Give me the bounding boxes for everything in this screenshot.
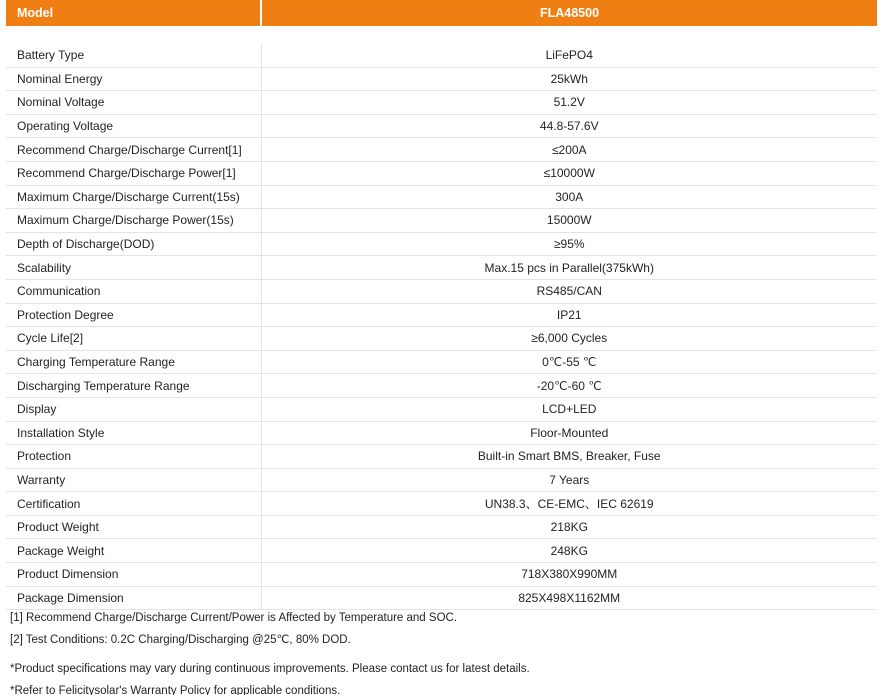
table-row [6,539,877,563]
spec-value: ≥95% [261,232,877,256]
table-row [6,256,877,280]
spec-value: ≥6,000 Cycles [261,327,877,351]
spec-label: Recommend Charge/Discharge Current[1] [6,138,261,162]
table-row [6,563,877,587]
spec-label: Cycle Life[2] [6,327,261,351]
table-row [6,209,877,233]
spec-label: Installation Style [6,421,261,445]
spec-label: Depth of Discharge(DOD) [6,232,261,256]
table-row [6,492,877,516]
footnotes [10,607,870,695]
footnote: *Product specifications may vary during continuous improvements. Please contact us for latest details. [10,663,530,675]
table-row [6,44,877,67]
spec-label: Discharging Temperature Range [6,374,261,398]
spec-label: Package Weight [6,539,261,563]
table-row [6,161,877,185]
spec-label: Battery Type [6,44,261,67]
spec-label: Certification [6,492,261,516]
spec-label: Maximum Charge/Discharge Power(15s) [6,209,261,233]
spec-label: Product Dimension [6,563,261,587]
table-row [6,232,877,256]
spec-label: Warranty [6,468,261,492]
spec-value: 25kWh [261,67,877,91]
table-row [6,515,877,539]
spec-value: 44.8-57.6V [261,114,877,138]
spec-value: RS485/CAN [261,279,877,303]
spec-value: 718X380X990MM [261,563,877,587]
spec-value: LiFePO4 [261,44,877,67]
table-row [6,374,877,398]
spec-label: Recommend Charge/Discharge Power[1] [6,161,261,185]
footnote: [2] Test Conditions: 0.2C Charging/Discharging @25℃, 80% DOD. [10,634,351,646]
specification-table [6,0,877,610]
table-row [6,279,877,303]
column-header-model-number: FLA48500 [261,0,877,26]
spec-value: IP21 [261,303,877,327]
spec-value: 218KG [261,515,877,539]
table-row [6,421,877,445]
spec-label: Charging Temperature Range [6,350,261,374]
spec-label: Operating Voltage [6,114,261,138]
spec-label: Communication [6,279,261,303]
table-row [6,67,877,91]
spec-label: Protection Degree [6,303,261,327]
table-row [6,91,877,115]
spec-value: Built-in Smart BMS, Breaker, Fuse [261,445,877,469]
spec-value: LCD+LED [261,397,877,421]
footnote: *Refer to Felicitysolar's Warranty Policy for applicable conditions. [10,685,341,695]
spec-value: Max.15 pcs in Parallel(375kWh) [261,256,877,280]
spec-label: Scalability [6,256,261,280]
spec-label: Nominal Energy [6,67,261,91]
table-body [6,26,877,610]
table-row [6,303,877,327]
footnote: [1] Recommend Charge/Discharge Current/Power is Affected by Temperature and SOC. [10,612,458,624]
spec-label: Nominal Voltage [6,91,261,115]
table-row [6,468,877,492]
spec-value: UN38.3、CE-EMC、IEC 62619 [261,492,877,516]
spec-value: 51.2V [261,91,877,115]
spec-label: Display [6,397,261,421]
spec-label: Product Weight [6,515,261,539]
spec-value: 248KG [261,539,877,563]
spec-value: Floor-Mounted [261,421,877,445]
spec-label: Protection [6,445,261,469]
spec-label: Package Dimension [6,586,261,610]
spec-value: 825X498X1162MM [261,586,877,610]
table-row [6,114,877,138]
spec-value: 0℃-55 ℃ [261,350,877,374]
table-row [6,138,877,162]
spec-value: 7 Years [261,468,877,492]
spec-value: 15000W [261,209,877,233]
column-header-model: Model [6,0,261,26]
spec-value: ≤200A [261,138,877,162]
header-spacer-row [6,26,877,44]
spec-value: ≤10000W [261,161,877,185]
spec-label: Maximum Charge/Discharge Current(15s) [6,185,261,209]
table-row [6,397,877,421]
table-row [6,445,877,469]
spec-value: 300A [261,185,877,209]
table-row [6,350,877,374]
table-row [6,185,877,209]
table-row [6,327,877,351]
spec-value: -20℃-60 ℃ [261,374,877,398]
table-header-row [6,0,877,26]
